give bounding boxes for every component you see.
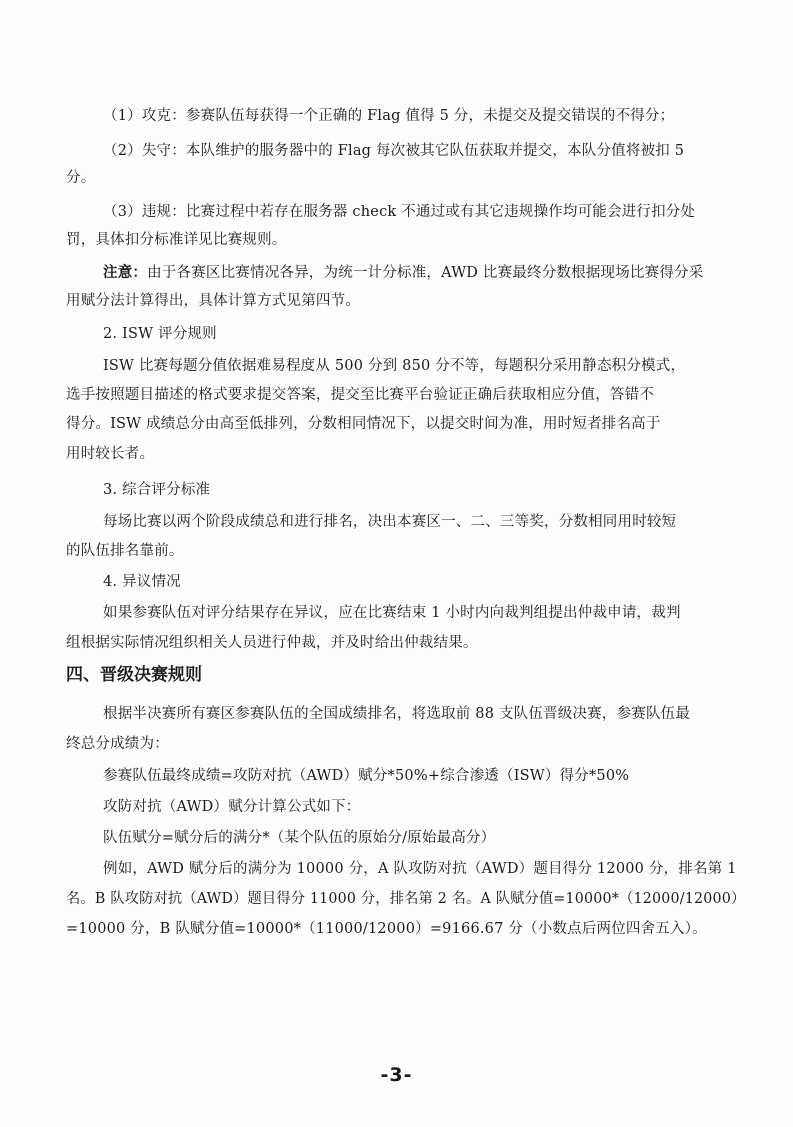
paragraph-defense-line-2: 分。 (66, 170, 96, 186)
example-line-1: 例如，AWD 赋分后的满分为 10000 分，A 队攻防对抗（AWD）题目得分 12000 分，排名第 1 (103, 861, 737, 877)
isw-text-line-2: 选手按照题目描述的格式要求提交答案，提交至比赛平台验证正确后获取相应分值，答错不 (66, 387, 654, 403)
final-text-line-2: 终总分成绩为： (66, 736, 169, 752)
isw-text-line-3: 得分。ISW 成绩总分由高至低排列，分数相同情况下，以提交时间为准，用时短者排名高于 (66, 416, 661, 432)
overall-section-title: 3. 综合评分标准 (103, 482, 211, 498)
paragraph-violation-line-1: （3）违规：比赛过程中若存在服务器 check 不通过或有其它违规操作均可能会进行扣分处 (103, 204, 696, 220)
note-line-1 (103, 262, 703, 284)
isw-text-line-1: ISW 比赛每题分值依据难易程度从 500 分到 850 分不等，每题积分采用静态积分模式， (103, 358, 686, 374)
note-line-2: 用赋分法计算得出，具体计算方式见第四节。 (66, 293, 360, 309)
isw-section-title: 2. ISW 评分规则 (103, 326, 217, 342)
overall-text-line-2: 的队伍排名靠前。 (66, 543, 184, 559)
objection-text-line-1: 如果参赛队伍对评分结果存在异议，应在比赛结束 1 小时内向裁判组提出仲裁申请，裁判 (103, 605, 681, 621)
paragraph-violation-line-2: 罚，具体扣分标准详见比赛规则。 (66, 232, 287, 248)
formula-score: 队伍赋分=赋分后的满分*（某个队伍的原始分/原始最高分） (103, 830, 496, 846)
example-line-3: =10000 分，B 队赋分值=10000*（11000/12000）=9166.67 分（小数点后两位四舍五入）。 (66, 921, 707, 937)
overall-text-line-1: 每场比赛以两个阶段成绩总和进行排名，决出本赛区一、二、三等奖，分数相同用时较短 (103, 514, 677, 530)
paragraph-defense-line-1: （2）失守：本队维护的服务器中的 Flag 每次被其它队伍获取并提交，本队分值将被扣 5 (103, 143, 685, 159)
isw-text-line-4: 用时较长者。 (66, 446, 155, 462)
note-text: 由于各赛区比赛情况各异，为统一计分标准，AWD 比赛最终分数根据现场比赛得分采 (147, 265, 704, 281)
page-number: -3- (380, 1064, 413, 1086)
final-text-line-1: 根据半决赛所有赛区参赛队伍的全国成绩排名，将选取前 88 支队伍晋级决赛，参赛队伍最 (103, 706, 691, 722)
objection-text-line-2: 组根据实际情况组织相关人员进行仲裁，并及时给出仲裁结果。 (66, 635, 478, 651)
formula-total: 参赛队伍最终成绩=攻防对抗（AWD）赋分*50%+综合渗透（ISW）得分*50% (103, 768, 630, 784)
example-line-2: 名。B 队攻防对抗（AWD）题目得分 11000 分，排名第 2 名。A 队赋分值=10000*（12000/12000） (66, 891, 746, 907)
note-label: 注意： (103, 265, 148, 281)
objection-section-title: 4. 异议情况 (103, 574, 181, 590)
paragraph-attack: （1）攻克：参赛队伍每获得一个正确的 Flag 值得 5 分，未提交及提交错误的不得分； (103, 108, 675, 124)
formula-intro: 攻防对抗（AWD）赋分计算公式如下： (103, 799, 361, 815)
section-heading: 四、晋级决赛规则 (66, 665, 202, 685)
